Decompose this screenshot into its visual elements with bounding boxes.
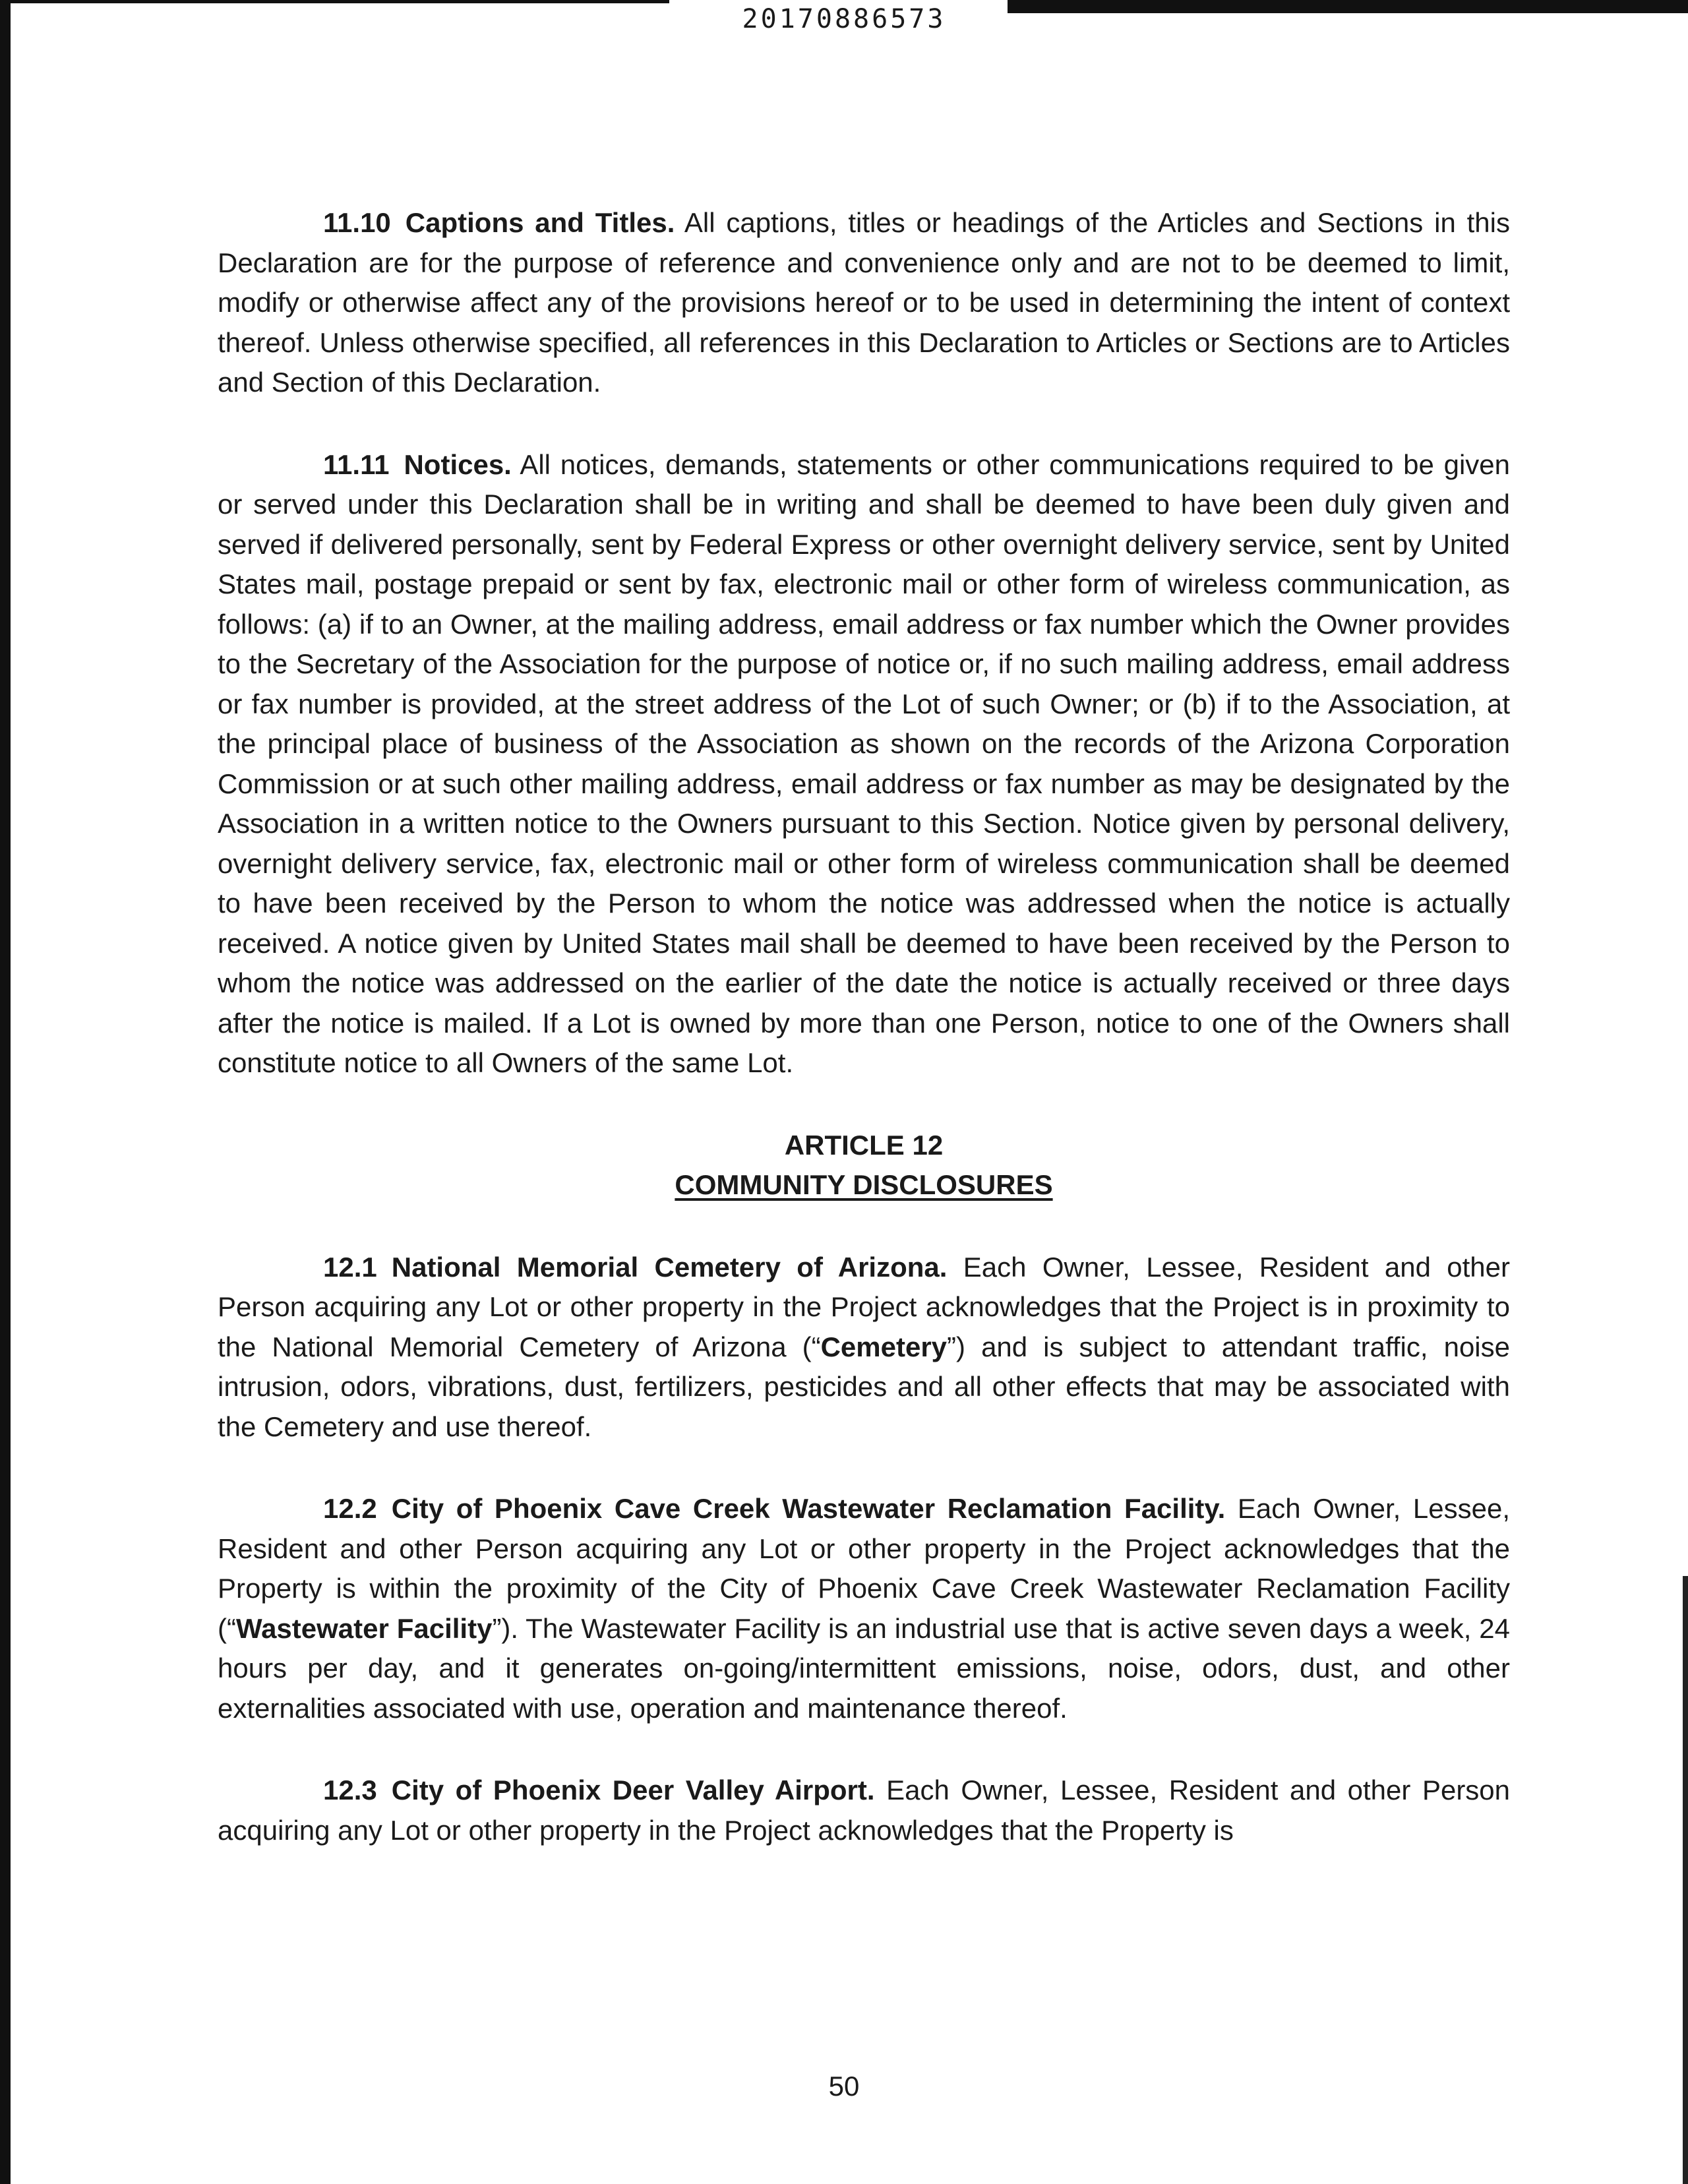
- section-12-2: [218, 1489, 1510, 1728]
- page-number: 50: [828, 2071, 860, 2102]
- section-text: All captions, titles or headings of the Articles and Sections in this Declaration are for the purpose of reference and convenience only and are not to be deemed to limit, modify or otherwise affect any of the provisions hereof or to be used in determining the intent of context thereof. Unless otherwise specified, all references in this Declaration to Articles or Sections are to Articles and Section of this Declaration.: [218, 207, 1510, 398]
- scan-edge-left: [0, 0, 11, 2184]
- section-number: 12.3: [323, 1774, 377, 1805]
- section-title: City of Phoenix Deer Valley Airport.: [391, 1774, 875, 1805]
- section-text: Each Owner, Lessee, Resident and other Person acquiring any Lot or other property in the Project acknowledges that the Property is: [218, 1774, 1511, 1846]
- scan-edge-top-left: [0, 0, 669, 3]
- section-title: National Memorial Cemetery of Arizona.: [391, 1251, 948, 1283]
- section-title: City of Phoenix Cave Creek Wastewater Reclamation Facility.: [391, 1493, 1226, 1524]
- page-body: [218, 203, 1510, 1850]
- section-title: Notices.: [404, 448, 512, 480]
- section-text: Each Owner, Lessee, Resident and other Person acquiring any Lot or other property in the Project acknowledges that the Project is in proximity to the National Memorial Cemetery of Arizona (“: [218, 1251, 1511, 1362]
- section-12-1: [218, 1248, 1510, 1447]
- section-title: Captions and Titles.: [405, 207, 675, 238]
- section-12-3: [218, 1771, 1510, 1850]
- defined-term: Cemetery: [820, 1331, 948, 1362]
- section-11-10: [218, 203, 1510, 403]
- section-11-11: [218, 445, 1510, 1083]
- section-text: All notices, demands, statements or other communications required to be given or served under this Declaration shall be in writing and shall be deemed to have been duly given and served if delivered personally, sent by Federal Express or other overnight delivery service, sent by United States mail, postage prepaid or sent by fax, electronic mail or other form of wireless communication, as follows: (a) if to an Owner, at the mailing address, email address or fax number which the Owner provides to the Secretary of the Association for the purpose of notice or, if no such mailing address, email address or fax number is provided, at the street address of the Lot of such Owner; or (b) if to the Association, at the principal place of business of the Association as shown on the records of the Arizona Corporation Commission or at such other mailing address, email address or fax number as may be designated by the Association in a written notice to the Owners pursuant to this Section. Notice given by personal delivery, overnight delivery service, fax, electronic mail or other form of wireless communication shall be deemed to have been received by the Person to whom the notice was addressed when the notice is actually received. A notice given by United States mail shall be deemed to have been received by the Person to whom the notice was addressed on the earlier of the date the notice is actually received or three days after the notice is mailed. If a Lot is owned by more than one Person, notice to one of the Owners shall constitute notice to all Owners of the same Lot.: [218, 448, 1510, 1078]
- section-number: 11.10: [323, 207, 391, 238]
- section-number: 12.2: [323, 1493, 377, 1524]
- article-label: ARTICLE 12: [784, 1129, 944, 1161]
- document-number: 20170886573: [742, 4, 946, 34]
- article-title-line: [218, 1165, 1510, 1205]
- defined-term: Wastewater Facility: [235, 1612, 493, 1644]
- section-text-cont: ”) and is subject to attendant traffic, noise intrusion, odors, vibrations, dust, fertilizers, pesticides and all other effects that may be associated with the Cemetery and use thereof.: [218, 1331, 1511, 1442]
- section-number: 12.1: [323, 1251, 377, 1283]
- section-text: Each Owner, Lessee, Resident and other Person acquiring any Lot or other property in the Project acknowledges that the Property is within the proximity of the City of Phoenix Cave Creek Wastewater Reclamation Facility (“: [218, 1493, 1511, 1644]
- section-number: 11.11: [323, 448, 390, 480]
- article-title: COMMUNITY DISCLOSURES: [675, 1169, 1053, 1200]
- section-text-cont: ”). The Wastewater Facility is an industrial use that is active seven days a week, 24 hours per day, and it generates on-going/intermittent emissions, noise, odors, dust, and other externalities associated with use, operation and maintenance thereof.: [218, 1612, 1510, 1724]
